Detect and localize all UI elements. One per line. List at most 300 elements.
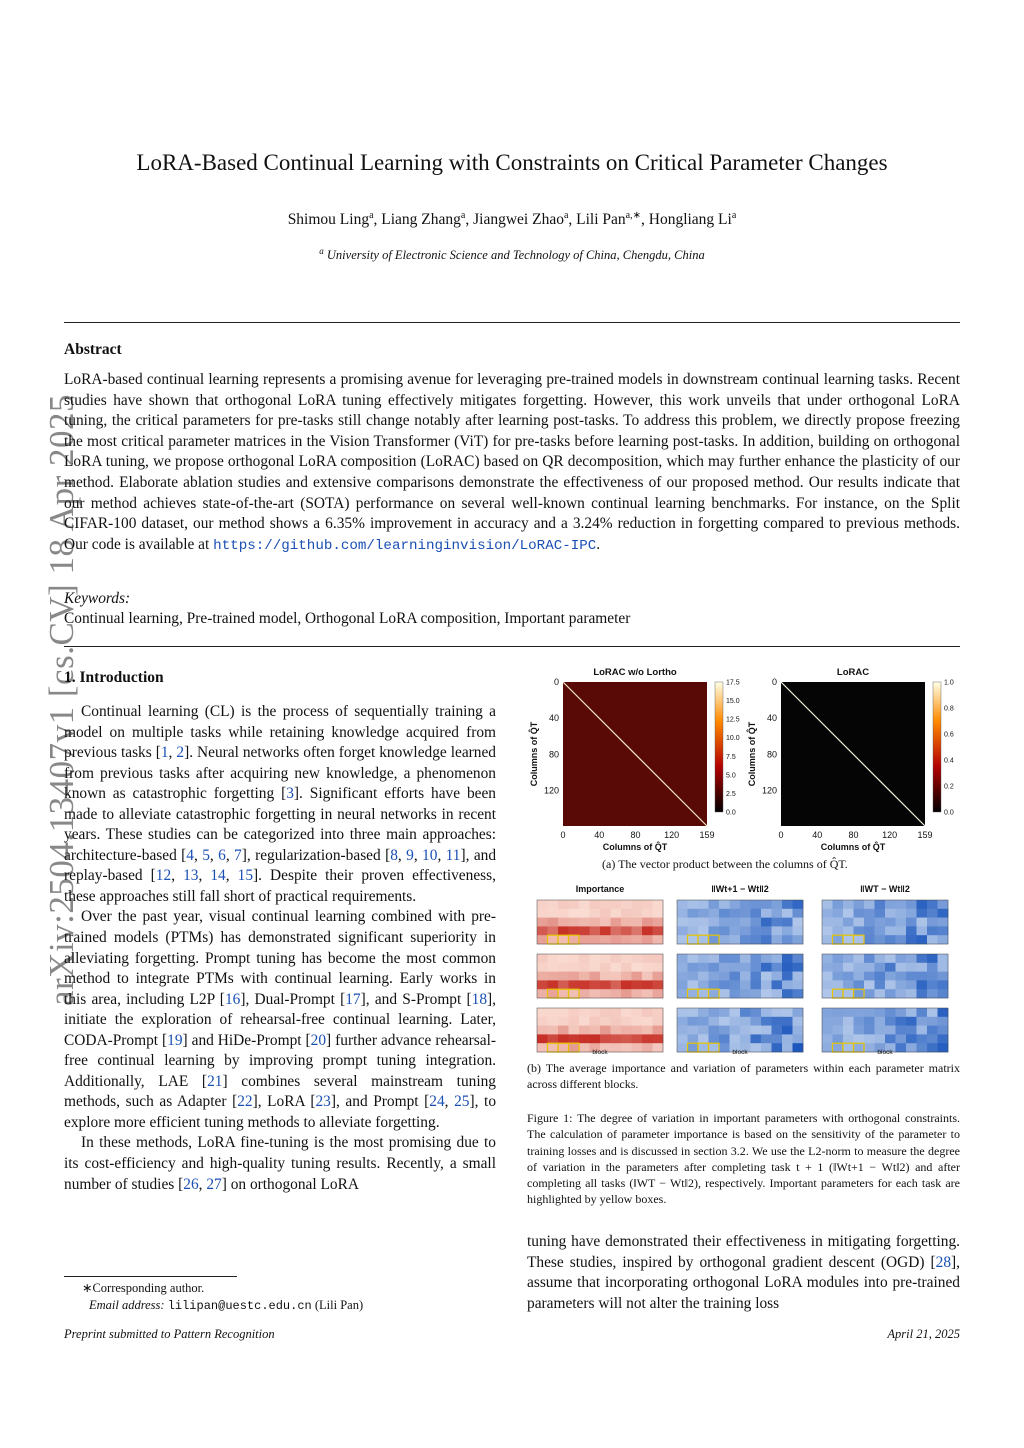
heat-cell: [896, 900, 907, 909]
arxiv-identifier: arXiv:2504.13407v1 [cs.CV] 18 Apr 2025: [42, 393, 81, 1007]
email-address[interactable]: lilipan@uestc.edu.cn: [167, 1298, 312, 1313]
panel-b-heatmap: [537, 954, 663, 998]
heat-cell: [642, 900, 653, 909]
heat-cell: [569, 972, 580, 981]
heat-cell: [854, 1017, 865, 1026]
citation-link[interactable]: 10: [422, 846, 438, 864]
heat-cell: [537, 972, 548, 981]
citation-link[interactable]: 14: [210, 867, 226, 885]
heat-cell: [793, 909, 804, 918]
heat-cell: [906, 909, 917, 918]
heat-cell: [600, 954, 611, 963]
heat-cell: [864, 935, 875, 944]
heat-cell: [740, 989, 751, 998]
heat-cell: [579, 918, 590, 927]
heat-cell: [611, 935, 622, 944]
heat-cell: [864, 989, 875, 998]
heat-cell: [772, 909, 783, 918]
heat-cell: [548, 909, 559, 918]
heat-cell: [548, 972, 559, 981]
citation-link[interactable]: 1: [160, 744, 169, 762]
heat-cell: [548, 1026, 559, 1035]
citation-link[interactable]: 9: [406, 846, 414, 864]
intro-right-column: tuning have demonstrated their effectiveness in mitigating forgetting. These studies, inspired by orthogonal gradient descent (OGD) [28], assume that incorporating orthogonal LoRA modules into pre-trained parameters will not alter the training loss: [527, 1233, 960, 1312]
citation-link[interactable]: 17: [345, 990, 361, 1008]
heat-cell: [621, 918, 632, 927]
heat-cell: [906, 926, 917, 935]
heat-cell: [854, 918, 865, 927]
heat-cell: [709, 1034, 720, 1043]
heat-cell: [822, 918, 833, 927]
heat-cell: [569, 954, 580, 963]
heat-cell: [854, 1043, 865, 1052]
heat-cell: [688, 1026, 699, 1035]
heat-cell: [864, 972, 875, 981]
heat-cell: [917, 963, 928, 972]
heat-cell: [843, 1043, 854, 1052]
heat-cell: [698, 954, 709, 963]
heat-cell: [579, 989, 590, 998]
heat-cell: [740, 918, 751, 927]
heat-cell: [558, 900, 569, 909]
citation-link[interactable]: 7: [234, 846, 242, 864]
panel-b-x-label: block: [877, 1049, 893, 1056]
heat-cell: [906, 963, 917, 972]
heat-cell: [537, 1008, 548, 1017]
heat-cell: [906, 935, 917, 944]
citation-link[interactable]: 27: [206, 1175, 222, 1193]
heat-cell: [730, 972, 741, 981]
heat-cell: [569, 1043, 580, 1052]
heat-cell: [548, 1017, 559, 1026]
colorbar-tick-label: 10.0: [726, 735, 740, 743]
author-list: Shimou Ling$^a$, Liang Zhang$^a$, Jiangwei Zhao$^a$, Lili Pan$^{a,∗}$, Hongliang Li$^a$: [287, 210, 737, 229]
heat-cell: [709, 1017, 720, 1026]
heat-cell: [621, 1043, 632, 1052]
heat-cell: [875, 989, 886, 998]
heat-cell: [917, 980, 928, 989]
heat-cell: [906, 900, 917, 909]
heat-cell: [854, 954, 865, 963]
heat-cell: [938, 1034, 949, 1043]
heat-cell: [642, 1017, 653, 1026]
heat-cell: [621, 1017, 632, 1026]
heat-cell: [938, 909, 949, 918]
citation-link[interactable]: 21: [207, 1072, 223, 1090]
top-rule: [64, 322, 960, 323]
heat-cell: [688, 954, 699, 963]
heat-cell: [537, 935, 548, 944]
heat-cell: [772, 972, 783, 981]
heat-cell: [698, 918, 709, 927]
heat-cell: [548, 926, 559, 935]
paper-title: LoRA-Based Continual Learning with Constraints on Critical Parameter Changes: [136, 150, 888, 175]
heat-cell: [896, 972, 907, 981]
citation-link[interactable]: 2: [176, 744, 185, 762]
heat-cell: [740, 909, 751, 918]
keywords-label: Keywords:: [64, 590, 131, 607]
heat-cell: [600, 1034, 611, 1043]
heat-cell: [688, 989, 699, 998]
heat-cell: [558, 1008, 569, 1017]
footer-venue: Preprint submitted to Pattern Recognition: [64, 1327, 275, 1341]
heat-cell: [772, 926, 783, 935]
heat-cell: [843, 926, 854, 935]
heat-cell: [590, 918, 601, 927]
heat-cell: [709, 989, 720, 998]
heat-cell: [854, 1034, 865, 1043]
heat-cell: [569, 900, 580, 909]
heat-cell: [782, 954, 793, 963]
heat-cell: [885, 935, 896, 944]
heat-cell: [843, 980, 854, 989]
heat-cell: [843, 935, 854, 944]
heat-cell: [621, 954, 632, 963]
heat-cell: [843, 918, 854, 927]
heat-cell: [621, 926, 632, 935]
heat-cell: [875, 963, 886, 972]
citation-link[interactable]: 16: [224, 990, 241, 1008]
heat-cell: [782, 972, 793, 981]
heat-cell: [885, 972, 896, 981]
chart-title: LoRAC w/o Lortho: [593, 667, 677, 678]
heat-cell: [632, 989, 643, 998]
heat-cell: [688, 972, 699, 981]
heat-cell: [927, 909, 938, 918]
heat-cell: [590, 900, 601, 909]
heat-cell: [698, 1043, 709, 1052]
panel-b-column-title: Importance: [575, 884, 625, 894]
abstract-text: LoRA-based continual learning represents a promising avenue for leveraging pre-trained models in downstream continual learning tasks. Recent studies have shown that orthogonal LoRA tuning effectively mitigates forgetting. However, this work unveils that under orthogonal LoRA tuning, the critical parameters for pre-tasks still change notably after learning post-tasks. To address this problem, we directly propose freezing the most critical parameter matrices in the Vision Transformer (ViT) for pre-tasks before learning post-tasks. In addition, building on orthogonal LoRA tuning, we propose orthogonal LoRA composition (LoRAC) based on QR decomposition, which may further enhance the plasticity of our method. Elaborate ablation studies and extensive comparisons demonstrate the effectiveness of our proposed method. Our results indicate that our method achieves state-of-the-art (SOTA) performance on several well-known continual learning benchmarks. For instance, on the Split CIFAR-100 dataset, our method shows a 6.35% improvement in accuracy and a 3.24% reduction in forgetting compared to previous methods. Our code is available at: [64, 371, 960, 553]
heat-cell: [537, 1043, 548, 1052]
heat-cell: [548, 918, 559, 927]
heat-cell: [843, 963, 854, 972]
heat-cell: [782, 1017, 793, 1026]
heat-cell: [843, 900, 854, 909]
heat-cell: [698, 909, 709, 918]
section-rule: [64, 646, 960, 647]
heat-cell: [761, 935, 772, 944]
heat-cell: [642, 972, 653, 981]
heat-cell: [558, 1043, 569, 1052]
heat-cell: [653, 980, 664, 989]
heat-cell: [896, 1043, 907, 1052]
heat-cell: [938, 926, 949, 935]
heat-cell: [875, 918, 886, 927]
heat-cell: [653, 954, 664, 963]
heat-cell: [793, 972, 804, 981]
heat-cell: [642, 918, 653, 927]
citation-link[interactable]: 18: [471, 990, 488, 1008]
heat-cell: [653, 909, 664, 918]
heat-cell: [537, 1034, 548, 1043]
heat-cell: [709, 1043, 720, 1052]
heat-cell: [642, 1043, 653, 1052]
heat-cell: [558, 926, 569, 935]
heat-cell: [885, 918, 896, 927]
heat-cell: [677, 926, 688, 935]
heat-cell: [793, 1026, 804, 1035]
heat-cell: [875, 900, 886, 909]
heat-cell: [761, 1008, 772, 1017]
heat-cell: [677, 1034, 688, 1043]
heat-cell: [537, 900, 548, 909]
author-name: Jiangwei Zhao: [473, 211, 564, 229]
heat-cell: [621, 1034, 632, 1043]
panel-b-heatmap: [822, 1008, 948, 1052]
heat-cell: [938, 1043, 949, 1052]
heat-cell: [558, 1017, 569, 1026]
heat-cell: [558, 918, 569, 927]
heat-cell: [632, 935, 643, 944]
author-name: Shimou Ling: [287, 211, 370, 229]
heat-cell: [761, 926, 772, 935]
heat-cell: [875, 972, 886, 981]
heat-cell: [730, 989, 741, 998]
citation-link[interactable]: 12: [155, 867, 172, 885]
heat-cell: [709, 963, 720, 972]
heat-cell: [927, 1026, 938, 1035]
heat-cell: [642, 909, 653, 918]
heat-cell: [677, 909, 688, 918]
heat-cell: [782, 918, 793, 927]
heat-cell: [632, 1026, 643, 1035]
heat-cell: [548, 989, 559, 998]
heat-cell: [709, 980, 720, 989]
keywords-text: Continual learning, Pre-trained model, Orthogonal LoRA composition, Important parameter: [64, 610, 631, 627]
heat-cell: [698, 900, 709, 909]
heat-cell: [558, 1026, 569, 1035]
heat-cell: [719, 900, 730, 909]
heat-cell: [600, 1008, 611, 1017]
heat-cell: [719, 935, 730, 944]
heat-cell: [885, 989, 896, 998]
heat-cell: [688, 909, 699, 918]
heat-cell: [698, 926, 709, 935]
heat-cell: [709, 972, 720, 981]
heat-cell: [632, 1034, 643, 1043]
citation-link[interactable]: 22: [237, 1093, 253, 1111]
citation-link[interactable]: 5: [202, 846, 210, 864]
heat-cell: [611, 1017, 622, 1026]
heat-cell: [569, 989, 580, 998]
heat-cell: [642, 935, 653, 944]
heat-cell: [642, 1034, 653, 1043]
heat-cell: [772, 980, 783, 989]
heat-cell: [579, 980, 590, 989]
heat-cell: [569, 926, 580, 935]
colorbar-tick-label: 7.5: [726, 753, 736, 761]
heat-cell: [751, 900, 762, 909]
heat-cell: [793, 980, 804, 989]
citation-link[interactable]: 4: [186, 846, 194, 864]
heat-cell: [600, 909, 611, 918]
heat-cell: [621, 935, 632, 944]
heat-cell: [843, 989, 854, 998]
heat-cell: [782, 980, 793, 989]
heat-cell: [677, 918, 688, 927]
citation-link[interactable]: 13: [183, 867, 199, 885]
code-repository-link[interactable]: https://github.com/learninginvision/LoRAC-IPC: [213, 537, 597, 554]
heat-cell: [833, 900, 844, 909]
heat-cell: [938, 989, 949, 998]
colorbar-tick-label: 0.2: [944, 783, 954, 791]
heat-cell: [917, 1034, 928, 1043]
heat-cell: [854, 989, 865, 998]
colorbar-tick-label: 0.4: [944, 757, 954, 765]
citation-link[interactable]: 25: [454, 1093, 470, 1111]
heat-cell: [600, 1026, 611, 1035]
author-affiliation-marker: a: [731, 210, 737, 221]
citation-link[interactable]: 3: [286, 785, 294, 803]
heat-cell: [772, 918, 783, 927]
citation-link[interactable]: 24: [429, 1093, 445, 1111]
heat-cell: [896, 1017, 907, 1026]
heat-cell: [688, 1043, 699, 1052]
heat-cell: [569, 1017, 580, 1026]
heat-cell: [537, 926, 548, 935]
heat-cell: [653, 1008, 664, 1017]
heat-cell: [677, 1017, 688, 1026]
heat-cell: [772, 954, 783, 963]
heat-cell: [698, 1034, 709, 1043]
heat-cell: [761, 989, 772, 998]
heat-cell: [653, 989, 664, 998]
heat-cell: [772, 935, 783, 944]
heat-cell: [611, 1034, 622, 1043]
heat-cell: [751, 1026, 762, 1035]
heat-cell: [751, 1043, 762, 1052]
heat-cell: [688, 900, 699, 909]
heat-cell: [632, 972, 643, 981]
heat-cell: [740, 926, 751, 935]
heat-cell: [875, 935, 886, 944]
heat-cell: [843, 972, 854, 981]
heat-cell: [740, 1008, 751, 1017]
heat-cell: [621, 963, 632, 972]
heat-cell: [632, 1043, 643, 1052]
x-axis-label: Columns of Q̂T: [820, 842, 886, 852]
heat-cell: [537, 980, 548, 989]
heat-cell: [632, 926, 643, 935]
heat-cell: [579, 1034, 590, 1043]
heat-cell: [548, 954, 559, 963]
heat-cell: [864, 1008, 875, 1017]
heat-cell: [822, 909, 833, 918]
heat-cell: [579, 935, 590, 944]
heat-cell: [730, 963, 741, 972]
heat-cell: [833, 1026, 844, 1035]
citation-link[interactable]: 8: [390, 846, 398, 864]
citation-link[interactable]: 6: [218, 846, 226, 864]
citation-link[interactable]: 20: [310, 1031, 327, 1049]
heat-cell: [854, 909, 865, 918]
heat-cell: [600, 963, 611, 972]
intro-paragraph-1: Continual learning (CL) is the process of sequentially training a model on multiple tasks while retaining knowledge acquired from previous tasks [1, 2]. Neural networks often forget knowledge learned from previous tasks after acquiring new knowledge, a phenomenon known as catastrophic forgetting [3]. Significant efforts have been made to alleviate catastrophic forgetting in neural networks in recent years. These studies can be categorized into three main approaches: architecture-based [4, 5, 6, 7], regularization-based [8, 9, 10, 11], and replay-based [12, 13, 14, 15]. Despite their proven effectiveness, these approaches still fall short of practical requirements.: [64, 703, 497, 905]
heat-cell: [843, 1017, 854, 1026]
heat-cell: [590, 989, 601, 998]
heat-cell: [642, 954, 653, 963]
author-name: Hongliang Li: [648, 211, 732, 229]
heat-cell: [579, 900, 590, 909]
heat-cell: [611, 954, 622, 963]
heat-cell: [885, 1026, 896, 1035]
heat-cell: [864, 900, 875, 909]
footnote-rule: [64, 1276, 237, 1277]
citation-link[interactable]: 28: [935, 1253, 952, 1271]
heat-cell: [885, 1008, 896, 1017]
heat-cell: [677, 1026, 688, 1035]
heat-cell: [611, 963, 622, 972]
heat-cell: [772, 989, 783, 998]
heat-cell: [677, 963, 688, 972]
chart-title: LoRAC: [836, 667, 870, 678]
heat-cell: [677, 980, 688, 989]
heat-cell: [590, 926, 601, 935]
panel-b-column-title: ‖WT − Wt‖2: [860, 884, 910, 894]
heat-cell: [600, 972, 611, 981]
heat-cell: [917, 918, 928, 927]
heat-cell: [730, 918, 741, 927]
heat-cell: [751, 1008, 762, 1017]
subcaption-a: (a) The vector product between the columns of Q̂T.: [602, 857, 848, 871]
heat-cell: [854, 900, 865, 909]
heat-cell: [709, 954, 720, 963]
heat-cell: [843, 1034, 854, 1043]
affiliation-marker: a: [319, 246, 324, 256]
heat-cell: [688, 1008, 699, 1017]
colorbar-tick-label: 0.6: [944, 731, 954, 739]
heat-cell: [822, 935, 833, 944]
y-axis-label: Columns of Q̂T: [747, 721, 757, 787]
x-tick-label: 40: [594, 830, 605, 840]
citation-link[interactable]: 11: [445, 846, 461, 864]
heat-cell: [864, 954, 875, 963]
colorbar-tick-label: 17.5: [726, 679, 740, 687]
x-tick-label: 120: [882, 830, 898, 840]
heat-cell: [875, 926, 886, 935]
heat-cell: [642, 980, 653, 989]
heat-cell: [782, 909, 793, 918]
heat-cell: [793, 918, 804, 927]
heat-cell: [548, 963, 559, 972]
citation-link[interactable]: 26: [183, 1175, 199, 1193]
citation-link[interactable]: 15: [237, 867, 254, 885]
heat-cell: [927, 918, 938, 927]
heat-cell: [782, 935, 793, 944]
citation-link[interactable]: 23: [315, 1093, 331, 1111]
heat-cell: [927, 1034, 938, 1043]
panel-b-heatmap: [822, 900, 948, 944]
heat-cell: [611, 1026, 622, 1035]
heat-cell: [822, 954, 833, 963]
heat-cell: [793, 900, 804, 909]
heat-cell: [611, 980, 622, 989]
heat-cell: [833, 926, 844, 935]
heat-cell: [730, 1034, 741, 1043]
y-tick-label: 80: [548, 749, 559, 760]
x-axis-label: Columns of Q̂T: [602, 842, 668, 852]
heat-cell: [698, 989, 709, 998]
heat-cell: [740, 1026, 751, 1035]
heat-cell: [751, 918, 762, 927]
heat-cell: [917, 972, 928, 981]
subcaption-b: (b) The average importance and variation of parameters within each parameter matrix across different blocks.: [527, 1061, 960, 1091]
heat-cell: [896, 1034, 907, 1043]
heat-cell: [600, 989, 611, 998]
heat-cell: [611, 989, 622, 998]
citation-link[interactable]: 19: [167, 1031, 183, 1049]
